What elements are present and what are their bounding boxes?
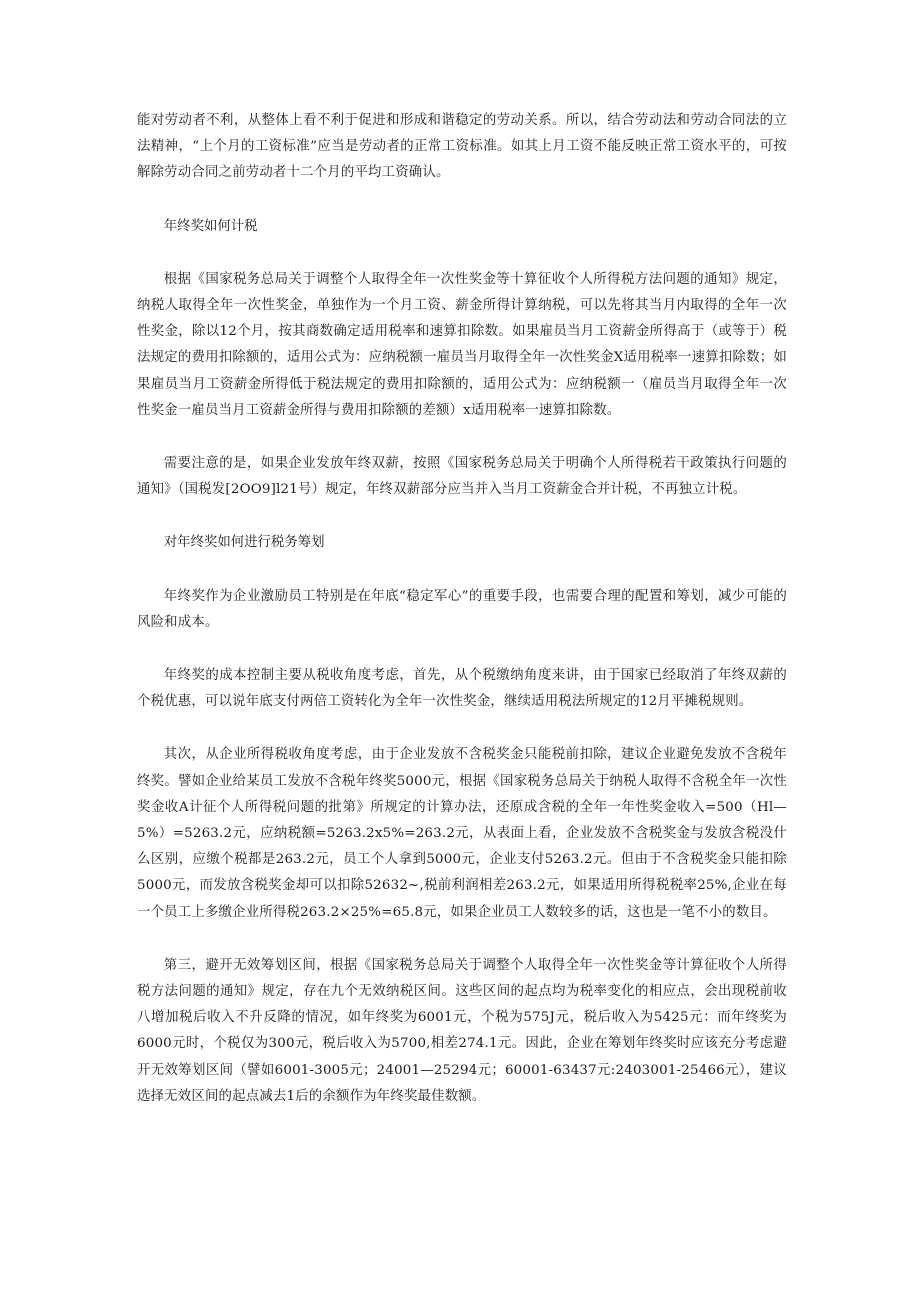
paragraph-incentive: 年终奖作为企业激励员工特别是在年底“稳定军心”的重要手段，也需要合理的配置和筹划，减少可能的风险和成本。 <box>137 588 787 630</box>
paragraph-cost-control: 年终奖的成本控制主要从税收角度考虑，首先，从个税缴纳角度来讲，由于国家已经取消了年终双薪的个税优惠，可以说年底支付两倍工资转化为全年一次性奖金，继续适用税法所规定的12月平摊税规则。 <box>137 668 787 710</box>
section-heading-tax-planning: 对年终奖如何进行税务筹划 <box>163 535 325 551</box>
paragraph-double-salary-note: 需要注意的是，如果企业发放年终双薪，按照《国家税务总局关于明确个人所得税若干政策执行问题的通知》（国税发[2OO9]l21号）规定，年终双薪部分应当并入当月工资薪金合并计税，不再独立计税。 <box>137 456 787 498</box>
document-body <box>137 108 787 1137</box>
paragraph-corporate-tax: 其次，从企业所得税收角度考虑，由于企业发放不含税奖金只能税前扣除，建议企业避免发放不含税年终奖。譬如企业给某员工发放不含税年终奖5000元，根据《国家税务总局关于纳税人取得不含税全年一次性奖金收A计征个人所得税问题的批第》所规定的计算办法，还原成含税的全年一年性奖金收入=500（Hl—5%）=5263.2元，应纳税额=5263.2x5%=263.2元，从表面上看，企业发放不含税奖金与发放含税没什么区别，应缴个税都是263.2元，员工个人拿到5000元，企业支付5263.2元。但由于不含税奖金只能扣除5000元，而发放含税奖金却可以扣除52632~,税前利润相差263.2元，如果适用所得税税率25%,企业在每一个员工上多缴企业所得税263.2×25%=65.8元，如果企业员工人数较多的话，这也是一笔不小的数目。 <box>137 747 787 920</box>
section-heading-year-end-bonus-tax: 年终奖如何计税 <box>163 218 258 234</box>
paragraph-intro: 能对劳动者不利，从整体上看不利于促进和形成和谐稳定的劳动关系。所以，结合劳动法和劳动合同法的立法精神，“上个月的工资标准”应当是劳动者的正常工资标准。如其上月工资不能反映正常工资水平的，可按解除劳动合同之前劳动者十二个月的平均工资确认。 <box>137 113 787 181</box>
paragraph-tax-rules: 根据《国家税务总局关于调整个人取得全年一次性奖金等十算征收个人所得税方法问题的通知》规定，纳税人取得全年一次性奖金，单独作为一个月工资、薪金所得计算纳税，可以先将其当月内取得的全年一次性奖金，除以12个月，按其商数确定适用税率和速算扣除数。如果雇员当月工资薪金所得高于（或等于）税法规定的费用扣除额的，适用公式为：应纳税额一雇员当月取得全年一次性奖金X适用税率一速算扣除数；如果雇员当月工资薪金所得低于税法规定的费用扣除额的，适用公式为：应纳税额一（雇员当月取得全年一次性奖金一雇员当月工资薪金所得与费用扣除额的差额）x适用税率一速算扣除数。 <box>137 271 787 418</box>
paragraph-invalid-intervals: 第三，避开无效筹划区间，根据《国家税务总局关于调整个人取得全年一次性奖金等计算征收个人所得税方法问题的通知》规定，存在九个无效纳税区间。这些区间的起点均为税率变化的相应点，会出现税前收八增加税后收入不升反降的情况，如年终奖为6001元，个税为575J元，税后收入为5425元：而年终奖为6000元时，个税仅为300元，税后收入为5700,相差274.1元。因此，企业在筹划年终奖时应该充分考虑避开无效筹划区间（譬如6001-3005元；24001—25294元；60001-63437元:2403001-25466元），建议选择无效区间的起点减去1后的余额作为年终奖最佳数额。 <box>137 957 787 1104</box>
